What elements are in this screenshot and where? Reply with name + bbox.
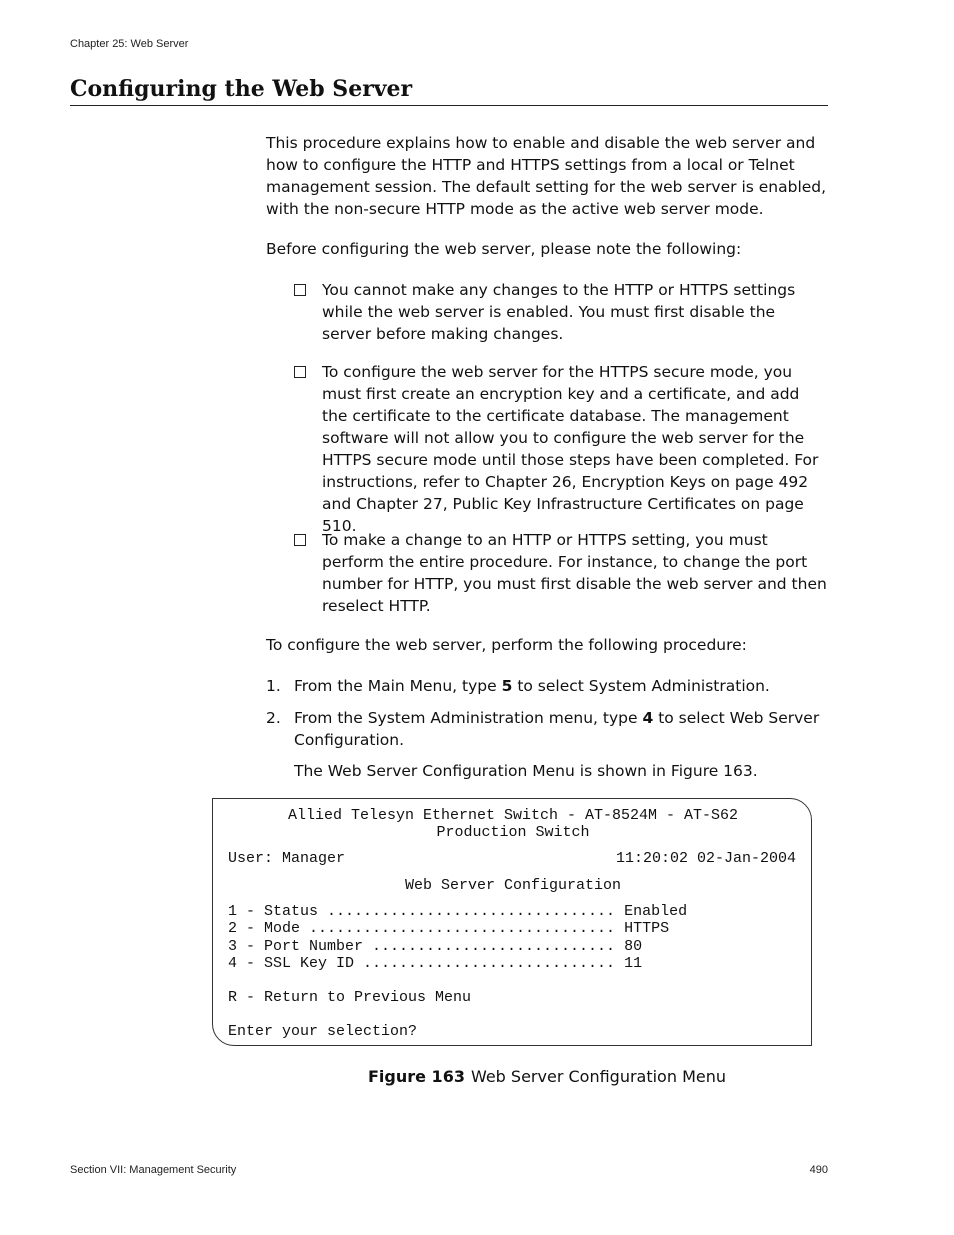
note-item: [294, 529, 828, 617]
terminal-screen-figure: [212, 798, 812, 1046]
terminal-return-option: R - Return to Previous Menu: [228, 989, 472, 1006]
footer-section: Section VII: Management Security: [70, 1164, 237, 1176]
page-title: Configuring the Web Server: [70, 76, 828, 106]
intro-paragraph: This procedure explains how to enable and disable the web server and how to configure the HTTP and HTTPS settings from a local or Telnet management session. The default setting for the web server is enabled, with the non-secure HTTP mode as the active web server mode.: [266, 134, 827, 218]
terminal-option-status: 1 - Status ................................ Enabled: [228, 903, 688, 920]
page-number: 490: [809, 1164, 828, 1176]
step-note: The Web Server Configuration Menu is shown in Figure 163.: [294, 762, 758, 780]
figure-caption-text: Web Server Configuration Menu: [470, 1067, 726, 1086]
terminal-title-line1: Allied Telesyn Ethernet Switch - AT-8524M - AT-S62: [287, 807, 739, 824]
terminal-title-line2: Production Switch: [436, 824, 590, 841]
procedure-step: [266, 707, 828, 751]
checkbox-bullet-icon: [294, 284, 306, 296]
procedure-intro: To configure the web server, perform the following procedure:: [266, 636, 747, 654]
terminal-prompt: Enter your selection?: [228, 1023, 418, 1040]
step-text: From the System Administration menu, type 4 to select Web Server Configuration.: [294, 709, 820, 749]
terminal-datetime: 11:20:02 02-Jan-2004: [615, 850, 796, 867]
step-number: 2.: [266, 709, 281, 727]
checkbox-bullet-icon: [294, 534, 306, 546]
note-text: To configure the web server for the HTTPS secure mode, you must first create an encryption key and a certificate, and add the certificate to the certificate database. The management software will not allow you to configure the web server for the HTTPS secure mode until those steps have been completed. For instructions, refer to Chapter 26, Encryption Keys on page 492 and Chapter 27, Public Key Infrastructure Certificates on page 510.: [322, 363, 819, 535]
note-text: To make a change to an HTTP or HTTPS setting, you must perform the entire procedure. For instance, to change the port number for HTTP, you must first disable the web server and then reselect HTTP.: [322, 531, 827, 615]
procedure-step: [266, 675, 828, 697]
terminal-user: User: Manager: [228, 850, 346, 867]
terminal-menu-title: Web Server Configuration: [404, 877, 622, 894]
note-item: [294, 279, 828, 345]
terminal-option-ssl-key: 4 - SSL Key ID ............................ 11: [228, 955, 643, 972]
note-item: [294, 361, 828, 537]
menu-key: 4: [642, 709, 654, 727]
before-note-paragraph: Before configuring the web server, please note the following:: [266, 240, 742, 258]
running-header: Chapter 25: Web Server: [70, 38, 189, 50]
figure-label: Figure 163: [367, 1067, 465, 1086]
checkbox-bullet-icon: [294, 366, 306, 378]
terminal-option-port: 3 - Port Number ........................... 80: [228, 938, 643, 955]
figure-caption: [212, 1067, 882, 1086]
note-text: You cannot make any changes to the HTTP or HTTPS settings while the web server is enabled. You must first disable the server before making changes.: [322, 281, 796, 343]
step-text: From the Main Menu, type 5 to select System Administration.: [294, 677, 770, 695]
menu-key: 5: [501, 677, 513, 695]
step-number: 1.: [266, 677, 281, 695]
terminal-option-mode: 2 - Mode .................................. HTTPS: [228, 920, 670, 937]
